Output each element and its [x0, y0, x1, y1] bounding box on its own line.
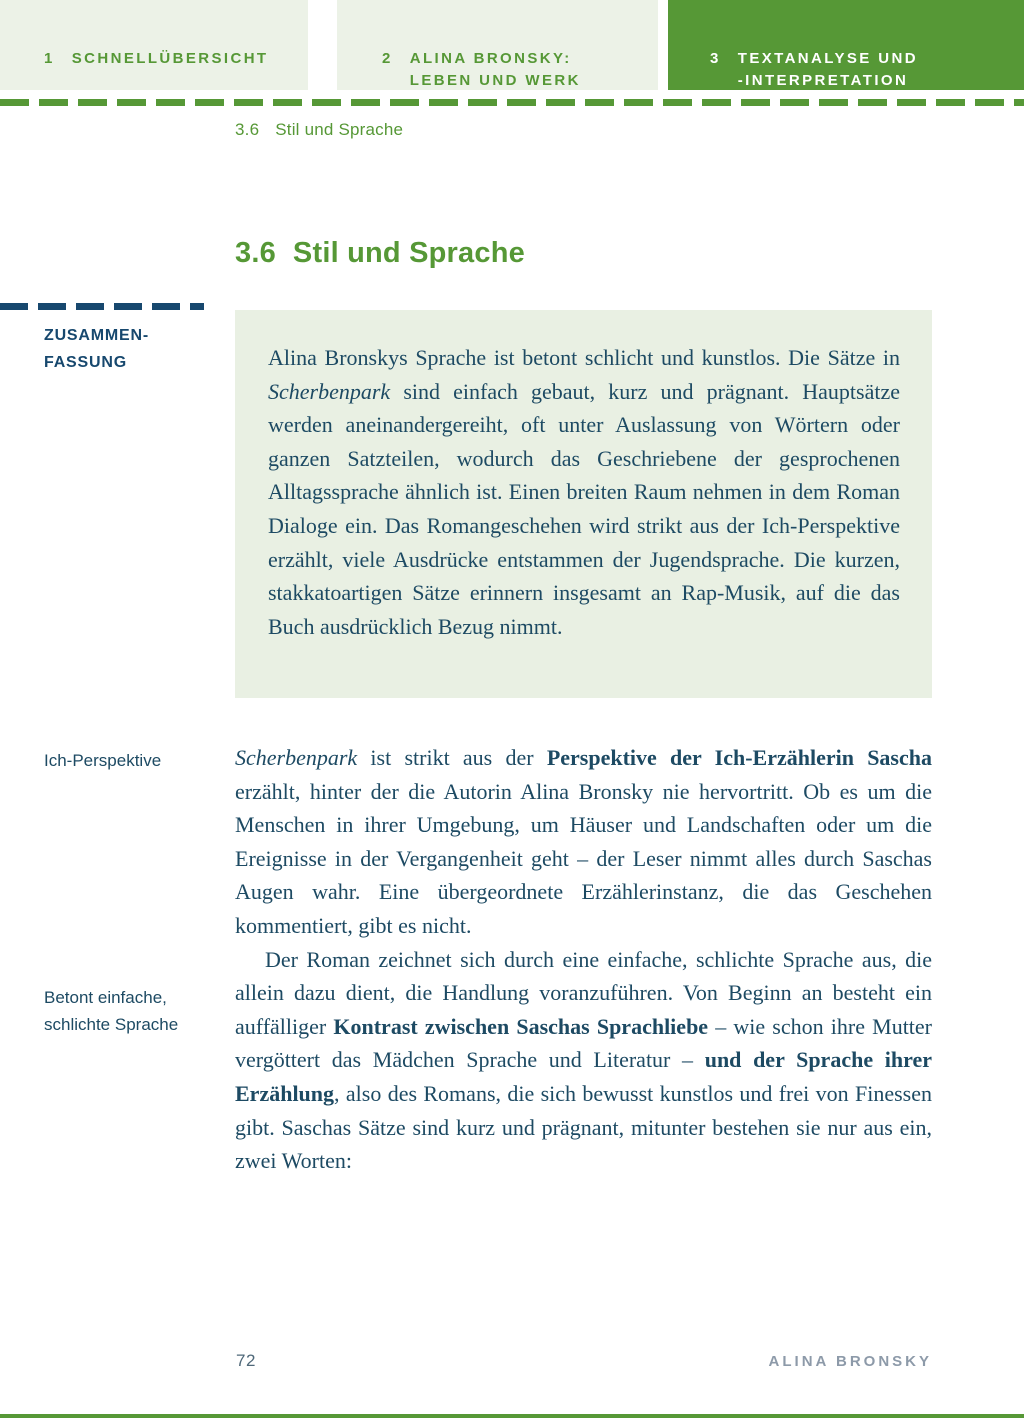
paragraph-schlichte-sprache: Der Roman zeichnet sich durch eine einfache, schlichte Sprache aus, die allein dazu dient, die Handlung voranzuführen. Von Beginn an besteht ein auffälliger Kontrast zwischen Saschas Sprachliebe – wie schon ihre Mutter vergöttert das Mädchen Sprache und Literatur – und der Sprache ihrer Erzählung, also des Romans, die sich bewusst kunstlos und frei von Finessen gibt. Saschas Sätze sind kurz und prägnant, mitunter bestehen sie nur aus ein, zwei Worten:: [235, 946, 933, 1174]
tab-schnelluebersicht[interactable]: [0, 0, 308, 90]
chapter-number: 3.6: [235, 237, 276, 269]
tab-label: TEXTANALYSE UND -INTERPRETATION: [737, 50, 918, 89]
tab-number: 3: [710, 50, 721, 67]
tab-leben-und-werk[interactable]: [337, 0, 658, 90]
tab-label: SCHNELLÜBERSICHT: [71, 50, 269, 67]
summary-margin-label: ZUSAMMEN- FASSUNG: [44, 327, 149, 371]
tab-label: ALINA BRONSKY: LEBEN UND WERK: [409, 50, 581, 89]
summary-dashed-rule: [0, 303, 204, 310]
tab-number: 1: [44, 50, 55, 67]
bottom-green-rule: [0, 1414, 1024, 1418]
breadcrumb-number: 3.6: [235, 120, 260, 139]
body-text: [235, 741, 932, 1178]
running-title: ALINA BRONSKY: [768, 1353, 932, 1370]
margin-note-einfache-sprache: Betont einfache, schlichte Sprache: [44, 988, 179, 1034]
page-number: 72: [236, 1351, 256, 1370]
summary-box: [235, 310, 932, 698]
summary-text: Alina Bronskys Sprache ist betont schlicht und kunstlos. Die Sätze in Scherbenpark sind einfach gebaut, kurz und prägnant. Hauptsätze werden aneinandergereiht, oft unter Auslassung von Wörtern oder ganzen Satzteilen, wodurch das Geschriebene der gesprochenen Alltagssprache ähnlich ist. Einen breiten Raum nehmen in dem Roman Dialoge ein. Das Romangeschehen wird strikt aus der Ich-Perspektive erzählt, viele Ausdrücke entstammen der Jugendsprache. Die kurzen, stakkatoartigen Sätze erinnern insgesamt an Rap-Musik, auf die das Buch ausdrücklich Bezug nimmt.: [268, 345, 900, 639]
tab-number: 2: [382, 50, 393, 67]
breadcrumb-title: Stil und Sprache: [275, 120, 404, 139]
paragraph-ich-perspektive: Scherbenpark ist strikt aus der Perspektive der Ich-Erzählerin Sascha erzählt, hinter der die Autorin Alina Bronsky nie hervortritt. Ob es um die Menschen in ihrer Umgebung, um Häuser und Landschaften oder um die Ereignisse in der Vergangenheit geht – der Leser nimmt alles durch Saschas Augen wahr. Eine übergeordnete Erzählerinstanz, die das Geschehen kommentiert, gibt es nicht.: [235, 745, 932, 938]
header-dashed-divider: [0, 99, 1024, 106]
margin-note-ich-perspektive: Ich-Perspektive: [44, 751, 162, 770]
breadcrumb: [235, 120, 403, 140]
chapter-heading: [235, 237, 525, 270]
chapter-title: Stil und Sprache: [292, 237, 525, 269]
tab-textanalyse-active[interactable]: [668, 0, 1024, 90]
